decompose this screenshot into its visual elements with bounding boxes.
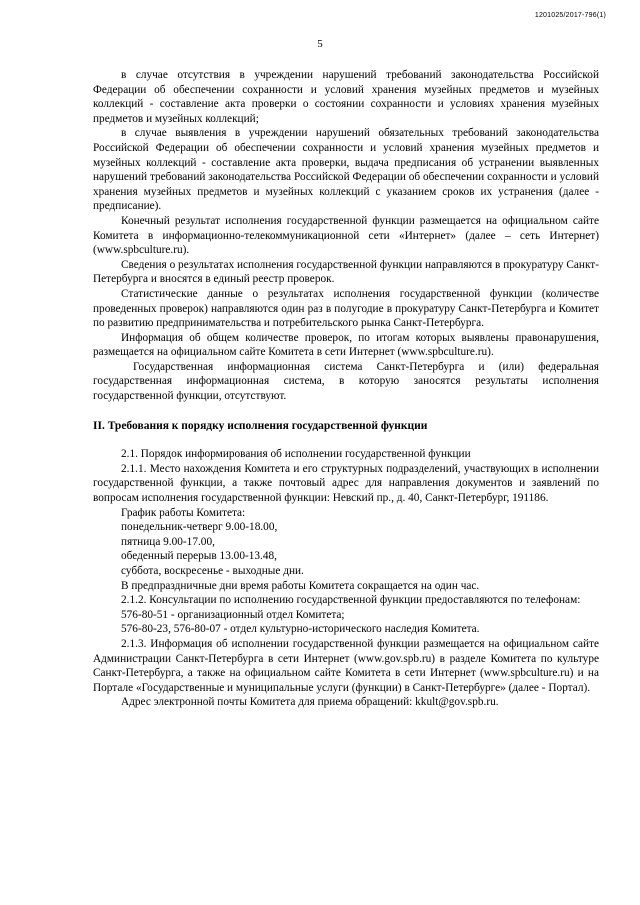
paragraph: 2.1.2. Консультации по исполнению государственной функции предоставляются по телефонам:	[121, 594, 581, 607]
paragraph: в случае выявления в учреждении нарушений обязательных требований законодательства Российской Федерации об обеспечении сохранности и условий хранения музейных предметов и музейных коллекций - составление акта проверки, выдача предписания об устранении выявленных нарушений требований законодательства Российской Федерации об обеспечении сохранности и условий хранения музейных предметов и музейных коллекций с указанием сроков их устранения (далее - предписание).	[93, 127, 599, 213]
paragraph: Государственная информационная система Санкт-Петербурга и (или) федеральная государственная информационная система, в которую заносятся результаты исполнения государственной функции, отсутствуют.	[93, 360, 599, 403]
schedule-item: суббота, воскресенье - выходные дни.	[121, 565, 304, 577]
schedule-item: пятница 9.00-17.00,	[121, 535, 215, 548]
paragraph: 2.1. Порядок информирования об исполнении государственной функции	[121, 448, 471, 461]
section-heading: II. Требования к порядку исполнения государственной функции	[93, 419, 428, 432]
paragraph: 2.1.1. Место нахождения Комитета и его структурных подразделений, участвующих в исполнении государственной функции, а также почтовый адрес для направления документов и заявлений по вопросам исполнения государственной функции: Невский пр., д. 40, Санкт-Петербург, 191186.	[93, 462, 599, 505]
phone-item: 576-80-51 - организационный отдел Комитета;	[121, 608, 345, 621]
paragraph: В предпраздничные дни время работы Комитета сокращается на один час.	[121, 579, 480, 592]
paragraph: в случае отсутствия в учреждении нарушений требований законодательства Российской Федерации об обеспечении сохранности и условий хранения музейных предметов и музейных коллекций - составление акта проверки о состоянии сохранности и условиях хранения музейных предметов и музейных коллекций;	[93, 69, 599, 125]
email-paragraph: Адрес электронной почты Комитета для приема обращений: kkult@gov.spb.ru.	[121, 696, 499, 709]
paragraph: Статистические данные о результатах исполнения государственной функции (количестве проведенных проверок) направляются один раз в полугодие в прокуратуру Санкт-Петербурга и Комитет по развитию предпринимательства и потребительского рынка Санкт-Петербурга.	[93, 287, 599, 330]
page-number: 5	[317, 38, 323, 50]
schedule-title: График работы Комитета:	[121, 506, 246, 519]
paragraph: Конечный результат исполнения государственной функции размещается на официальном сайте Комитета в информационно-телекоммуникационной сети «Интернет» (далее – сеть Интернет) (www.spbculture.ru).	[93, 214, 599, 257]
document-number: 1201025/2017-796(1)	[534, 12, 606, 19]
schedule-item: понедельник-четверг 9.00-18.00,	[121, 521, 278, 534]
phone-item: 576-80-23, 576-80-07 - отдел культурно-исторического наследия Комитета.	[121, 623, 480, 636]
paragraph: Информация об общем количестве проверок, по итогам которых выявлены правонарушения, размещается на официальном сайте Комитета в сети Интернет (www.spbculture.ru).	[93, 331, 599, 359]
paragraph: 2.1.3. Информация об исполнении государственной функции размещается на официальном сайте Администрации Санкт-Петербурга в сети Интернет (www.gov.spb.ru) в разделе Комитета по культуре Санкт-Петербурга, а также на официальном сайте Комитета в сети Интернет (www.spbculture.ru) и на Портале «Государственные и муниципальные услуги (функции) в Санкт-Петербурге» (далее - Портал).	[93, 637, 599, 694]
document-body	[93, 68, 599, 710]
paragraph: Сведения о результатах исполнения государственной функции направляются в прокуратуру Санкт-Петербурга и вносятся в единый реестр проверок.	[93, 258, 599, 286]
schedule-item: обеденный перерыв 13.00-13.48,	[121, 550, 277, 563]
